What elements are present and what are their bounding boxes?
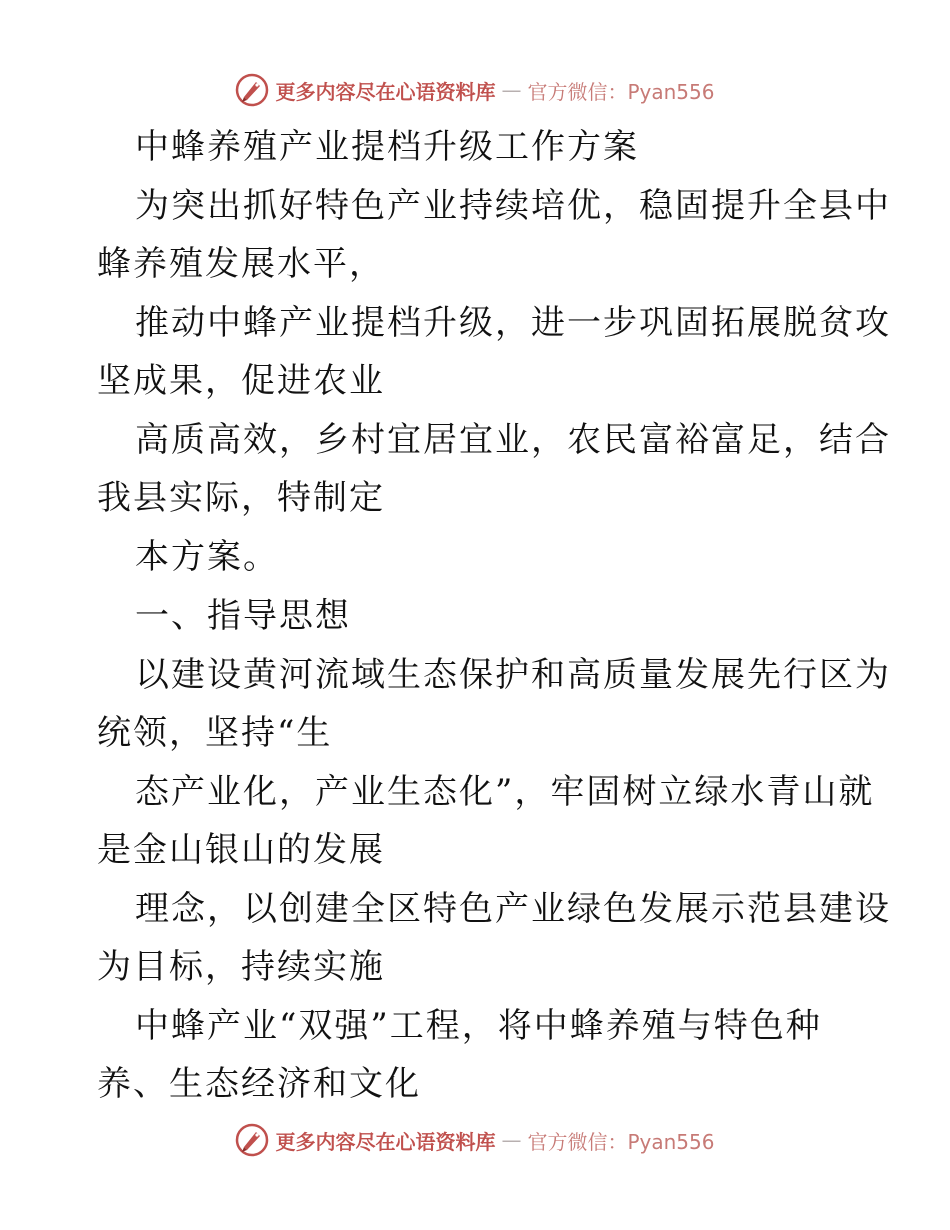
pen-nib-logo-icon — [235, 73, 269, 107]
watermark-contact-text: 官方微信：Pyan556 — [527, 1129, 715, 1154]
paragraph-line: 以建设黄河流域生态保护和高质量发展先行区为 — [135, 655, 891, 695]
paragraph-line: 是金山银山的发展 — [97, 830, 385, 870]
watermark-contact-text: 官方微信：Pyan556 — [527, 79, 715, 104]
paragraph-line: 我县实际，特制定 — [97, 478, 385, 518]
section-heading: 一、指导思想 — [135, 596, 351, 636]
watermark-separator: — — [501, 1128, 522, 1152]
watermark-separator: — — [501, 78, 522, 102]
paragraph-line: 为突出抓好特色产业持续培优，稳固提升全县中 — [135, 186, 891, 226]
paragraph-line: 本方案。 — [135, 537, 279, 577]
paragraph-line: 推动中蜂产业提档升级，进一步巩固拓展脱贫攻 — [135, 303, 891, 343]
paragraph-line: 中蜂产业“双强”工程，将中蜂养殖与特色种 — [135, 1006, 822, 1046]
footer-watermark — [0, 1120, 950, 1160]
paragraph-line: 为目标，持续实施 — [97, 947, 385, 987]
paragraph-line: 坚成果，促进农业 — [97, 361, 385, 401]
watermark-site-text: 更多内容尽在心语资料库 — [275, 79, 496, 104]
header-watermark — [0, 70, 950, 110]
paragraph-line: 养、生态经济和文化 — [97, 1064, 421, 1104]
paragraph-line: 统领，坚持“生 — [97, 713, 333, 753]
paragraph-line: 态产业化，产业生态化”，牢固树立绿水青山就 — [135, 772, 875, 812]
paragraph-line: 蜂养殖发展水平， — [97, 244, 385, 284]
paragraph-line: 高质高效，乡村宜居宜业，农民富裕富足，结合 — [135, 420, 891, 460]
document-title: 中蜂养殖产业提档升级工作方案 — [135, 127, 639, 167]
paragraph-line: 理念，以创建全区特色产业绿色发展示范县建设 — [135, 889, 891, 929]
pen-nib-logo-icon — [235, 1123, 269, 1157]
watermark-site-text: 更多内容尽在心语资料库 — [275, 1129, 496, 1154]
